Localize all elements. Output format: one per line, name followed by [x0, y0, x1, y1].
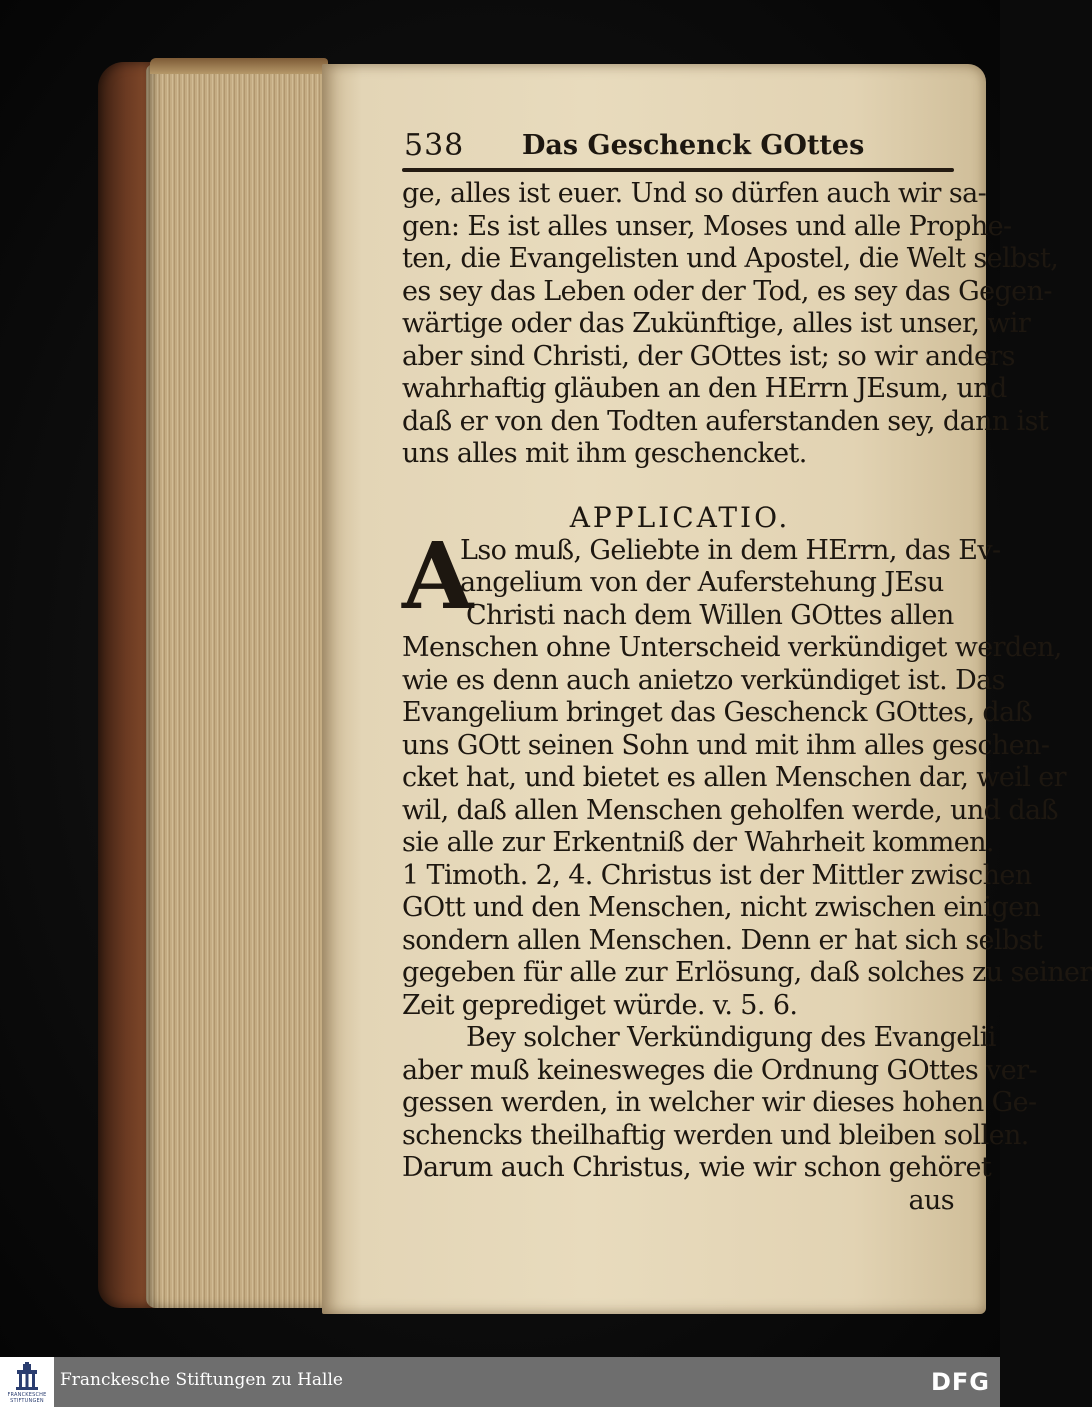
text-line: gessen werden, in welcher wir dieses hohen Ge-: [402, 1087, 1037, 1118]
text-line: gegeben für alle zur Erlösung, daß solches zu seiner: [402, 957, 1092, 988]
page-number: 538: [404, 128, 465, 163]
page-edges: [146, 64, 326, 1308]
text-line: ge, alles ist euer. Und so dürfen auch wir sa-: [402, 178, 987, 209]
page-header: [402, 128, 958, 168]
text-line: Christi nach dem Willen GOttes allen: [466, 599, 954, 631]
text-line: uns GOtt seinen Sohn und mit ihm alles geschen-: [402, 729, 1050, 761]
section-heading: APPLICATIO.: [569, 500, 791, 534]
text-line: sondern allen Menschen. Denn er hat sich selbst: [402, 924, 1043, 956]
franckesche-stiftungen-logo-icon: [14, 1362, 40, 1390]
viewer-footer-bar: [0, 1357, 1000, 1407]
text-line: Bey solcher Verkündigung des Evangelii: [466, 1022, 996, 1053]
dfg-logo[interactable]: DFG: [930, 1368, 990, 1396]
text-line: Darum auch Christus, wie wir schon gehöret: [402, 1152, 992, 1183]
paragraph-before: [402, 178, 1059, 471]
institution-logo[interactable]: [0, 1357, 54, 1407]
header-rule: [402, 168, 954, 172]
logo-text: FRANCKESCHE STIFTUNGEN: [7, 1392, 47, 1404]
text-line: cket hat, und bietet es allen Menschen dar, weil er: [402, 762, 1066, 793]
text-line: aber muß keinesweges die Ordnung GOttes ver-: [402, 1054, 1037, 1086]
text-line: GOtt und den Menschen, nicht zwischen einigen: [402, 892, 1041, 923]
text-line: aber sind Christi, der GOttes ist; so wir anders: [402, 340, 1015, 372]
text-line: wil, daß allen Menschen geholfen werde, und daß: [402, 794, 1058, 826]
text-line: 1 Timoth. 2, 4. Christus ist der Mittler zwischen: [402, 859, 1032, 891]
page-text: [402, 128, 1092, 1217]
text-line: uns alles mit ihm geschencket.: [402, 438, 807, 469]
application-paragraph: [402, 521, 1092, 1218]
text-line: gen: Es ist alles unser, Moses und alle Prophe-: [402, 210, 1012, 242]
text-line: es sey das Leben oder der Tod, es sey das Gegen-: [402, 275, 1052, 307]
text-line: angelium von der Auferstehung JEsu: [460, 567, 944, 598]
text-line: wärtige oder das Zukünftige, alles ist unser, wir: [402, 308, 1031, 339]
text-line: Lso muß, Geliebte in dem HErrn, das Ev-: [460, 534, 1001, 566]
institution-name[interactable]: Franckesche Stiftungen zu Halle: [60, 1370, 343, 1390]
text-line: ten, die Evangelisten und Apostel, die Welt selbst,: [402, 243, 1059, 274]
text-line: daß er von den Todten auferstanden sey, dann ist: [402, 405, 1049, 437]
text-line: wahrhaftig gläuben an den HErrn JEsum, und: [402, 373, 1007, 404]
catchword: aus: [908, 1184, 954, 1216]
text-line: sie alle zur Erkentniß der Wahrheit kommen.: [402, 827, 994, 858]
running-head: Das Geschenck GOttes: [522, 130, 865, 161]
text-line: wie es denn auch anietzo verkündiget ist. Das: [402, 664, 1005, 696]
text-line: Zeit geprediget würde. v. 5. 6.: [402, 989, 798, 1021]
text-line: schencks theilhaftig werden und bleiben sollen.: [402, 1119, 1029, 1151]
text-line: Menschen ohne Unterscheid verkündiget werden,: [402, 632, 1062, 663]
page-edges-top: [150, 58, 328, 74]
drop-cap-initial: A: [402, 521, 474, 630]
text-line: Evangelium bringet das Geschenck GOttes, daß: [402, 697, 1033, 728]
